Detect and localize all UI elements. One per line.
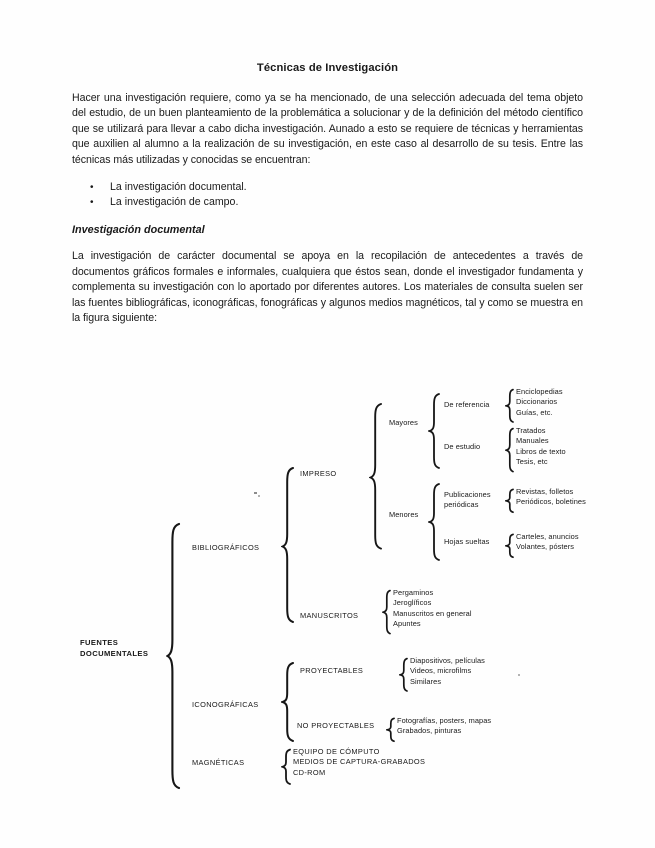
- brace-root: [166, 522, 182, 790]
- publicaciones-line-2: periódicas: [444, 500, 479, 510]
- section-heading: Investigación documental: [72, 224, 205, 237]
- leaf-item: Enciclopedias: [516, 387, 563, 396]
- scan-speck: [518, 674, 520, 676]
- node-magneticas: MAGNÉTICAS: [192, 758, 245, 767]
- leaf-item: Carteles, anuncios: [516, 532, 579, 541]
- leaf-item: EQUIPO DE CÓMPUTO: [293, 747, 380, 756]
- brace-mayores: [428, 392, 441, 470]
- techniques-list: [72, 180, 583, 210]
- node-de-referencia: De referencia: [444, 400, 490, 409]
- brace-de-referencia: [505, 388, 515, 424]
- leaf-item: Periódicos, boletines: [516, 497, 586, 507]
- leaf-group-de-estudio: [516, 426, 566, 468]
- brace-impreso: [369, 402, 383, 550]
- leaf-group-manuscritos: [393, 588, 472, 630]
- leaf-item: Libros de texto: [516, 446, 566, 456]
- list-item: • La investigación de campo.: [72, 195, 583, 210]
- root-node-fuentes-documentales: [80, 638, 148, 659]
- brace-de-estudio: [505, 427, 515, 474]
- brace-proyectables-leaves: [399, 657, 409, 693]
- leaf-item: Revistas, folletos: [516, 487, 574, 496]
- leaf-item: Manuales: [516, 436, 549, 446]
- leaf-item: Jeroglíficos: [393, 598, 432, 608]
- node-proyectables: PROYECTABLES: [300, 666, 364, 675]
- leaf-item: Guías, etc.: [516, 407, 553, 417]
- node-publicaciones-periodicas: [444, 490, 491, 511]
- node-impreso: IMPRESO: [300, 469, 337, 478]
- node-menores: Menores: [389, 510, 419, 519]
- node-mayores: Mayores: [389, 418, 418, 427]
- paragraph-intro: Hacer una investigación requiere, como ya se ha mencionado, de una selección adecuada del tema objeto del estudio, de un buen planteamiento de la problemática a solucionar y de la definición del método científico que se utilizará para llevar a cabo dicha investigación. Aunado a esto se requiere de técnicas y herramientas que auxilien al alumno a la realización de su investigación, en este caso al desarrollo de su tesis. Entre las técnicas más utilizadas y conocidas se encuentran:: [72, 92, 583, 166]
- leaf-item: Tratados: [516, 426, 546, 435]
- leaf-item: Grabados, pinturas: [397, 726, 462, 736]
- node-hojas-sueltas: Hojas sueltas: [444, 537, 490, 546]
- leaf-item: Fotografías, posters, mapas: [397, 716, 492, 725]
- root-label-line-1: FUENTES: [80, 638, 119, 647]
- node-bibliograficos: BIBLIOGRÁFICOS: [192, 543, 260, 552]
- brace-bibliograficos: [281, 466, 295, 624]
- leaf-item: Videos, microfilms: [410, 666, 472, 676]
- leaf-item: Diapositivos, películas: [410, 656, 485, 665]
- leaf-group-magneticas: [293, 747, 425, 778]
- node-de-estudio: De estudio: [444, 442, 481, 451]
- leaf-group-publicaciones-periodicas: [516, 487, 586, 508]
- leaf-group-hojas-sueltas: [516, 532, 579, 553]
- root-label-line-2: DOCUMENTALES: [80, 648, 149, 658]
- node-no-proyectables: NO PROYECTABLES: [297, 721, 375, 730]
- brace-iconograficas: [281, 661, 295, 743]
- brace-no-proyectables-leaves: [386, 717, 396, 743]
- text-content: [72, 62, 583, 338]
- leaf-item: Volantes, pósters: [516, 542, 575, 552]
- brace-publicaciones-periodicas: [505, 488, 515, 514]
- leaf-group-no-proyectables: [397, 716, 491, 737]
- leaf-item: Similares: [410, 676, 442, 686]
- list-item: • La investigación documental.: [72, 180, 583, 195]
- page-title: Técnicas de Investigación: [256, 62, 399, 74]
- leaf-item: Apuntes: [393, 619, 421, 629]
- leaf-item: Tesis, etc: [516, 457, 548, 467]
- leaf-item: Manuscritos en general: [393, 608, 472, 618]
- scan-speck: [254, 492, 257, 494]
- node-manuscritos: MANUSCRITOS: [300, 611, 359, 620]
- brace-magneticas-leaves: [281, 748, 292, 786]
- publicaciones-line-1: Publicaciones: [444, 490, 491, 499]
- fuentes-documentales-diagram: [0, 378, 655, 818]
- scan-speck: [258, 495, 260, 497]
- brace-manuscritos: [382, 589, 392, 636]
- leaf-group-proyectables: [410, 656, 485, 687]
- brace-hojas-sueltas: [505, 533, 515, 559]
- leaf-item: Pergaminos: [393, 588, 434, 597]
- leaf-item: MEDIOS DE CAPTURA-GRABADOS: [293, 757, 426, 767]
- leaf-item: CD-ROM: [293, 767, 326, 777]
- brace-menores: [428, 482, 441, 562]
- paragraph-documental: La investigación de carácter documental se apoya en la recopilación de antecedentes a través de documentos gráficos formales e informales, cualquiera que éstos sean, donde el investigador fundamenta y complementa su investigación con lo aportado por diferentes autores. Los materiales de consulta suelen ser las fuentes bibliográficas, iconográficas, fonográficas y algunos medios magnéticos, tal y como se muestra en la figura siguiente:: [72, 250, 583, 325]
- leaf-item: Diccionarios: [516, 397, 558, 407]
- leaf-group-de-referencia: [516, 387, 563, 418]
- node-iconograficas: ICONOGRÁFICAS: [192, 700, 259, 709]
